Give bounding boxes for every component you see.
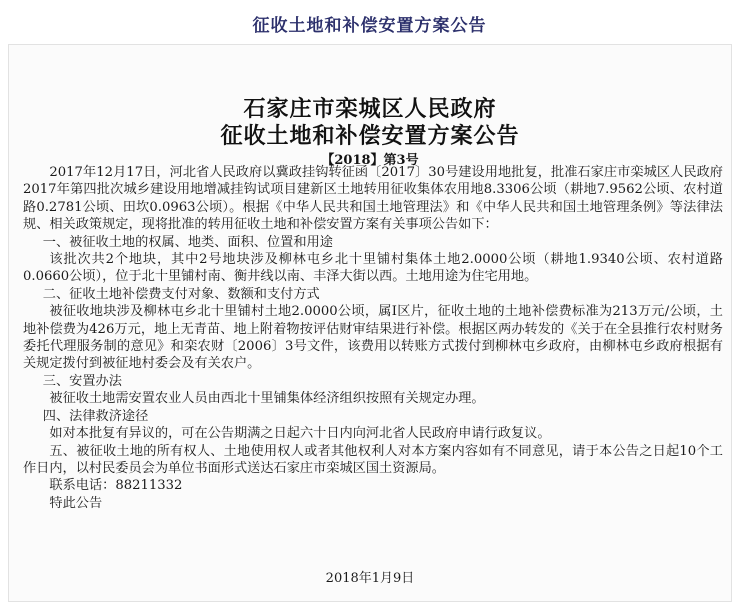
document-number: 【2018】第3号 bbox=[321, 153, 419, 168]
section-heading: 一、被征收土地的权属、地类、面积、位置和用途 bbox=[42, 234, 333, 250]
contact-phone: 联系电话：88211332 bbox=[49, 478, 183, 494]
document-date: 2018年1月9日 bbox=[325, 571, 415, 586]
page-title: 征收土地和补偿安置方案公告 bbox=[252, 16, 487, 36]
section-heading: 四、法律救济途径 bbox=[42, 408, 149, 424]
document-title-line1: 石家庄市栾城区人民政府 bbox=[243, 96, 497, 122]
section-heading: 三、安置办法 bbox=[42, 373, 122, 389]
document-image bbox=[8, 44, 732, 602]
paragraph: 如对本批复有异议的，可在公告期满之日起六十日内向河北省人民政府申请行政复议。 bbox=[49, 426, 551, 442]
section-heading: 二、征收土地补偿费支付对象、数额和支付方式 bbox=[42, 286, 320, 302]
document-body bbox=[23, 164, 723, 512]
paragraph-intro: 2017年12月17日，河北省人民政府以冀政挂钩转征函〔2017〕30号建设用地批复，批准石家庄市栾城区人民政府2017年第四批次城乡建设用地增减挂钩试项目建新区土地转用征收集体农用地8.3306公顷（耕地7.9562公顷、农村道路0.2781公顷、田坎0.0963公顷）。根据《中华人民共和国土地管理法》和《中华人民共和国土地管理条例》等法律法规、相关政策规定，现将批准的转用征收土地和补偿安置方案有关事项公告如下： bbox=[23, 165, 723, 233]
paragraph: 五、被征收土地的所有权人、土地使用权人或者其他权利人对本方案内容如有不同意见，请于本公告之日起10个工作日内，以村民委员会为单位书面形式送达石家庄市栾城区国土资源局。 bbox=[23, 443, 723, 476]
paragraph: 被征收土地需安置农业人员由西北十里铺集体经济组织按照有关规定办理。 bbox=[49, 391, 485, 407]
document-title-line2: 征收土地和补偿安置方案公告 bbox=[220, 123, 520, 149]
closing-text: 特此公告 bbox=[49, 495, 103, 511]
paragraph: 该批次共2个地块，其中2号地块涉及柳林屯乡北十里铺村集体土地2.0000公顷（耕地1.9340公顷、农村道路0.0660公顷），位于北十里铺村南、衡井线以南、丰泽大街以西。土地用途为住宅用地。 bbox=[23, 252, 723, 285]
paragraph: 被征收地块涉及柳林屯乡北十里铺村土地2.0000公顷，属Ⅰ区片，征收土地的土地补偿费标准为213万元/公顷，土地补偿费为426万元，地上无青苗、地上附着物按评估财审结果进行补偿。根据区两办转发的《关于在全县推行农村财务委托代理服务制的意见》和栾农财〔2006〕3号文件，该费用以转账方式拨付到柳林屯乡政府，由柳林屯乡政府根据有关规定拨付到被征地村委会及有关农户。 bbox=[23, 304, 723, 372]
